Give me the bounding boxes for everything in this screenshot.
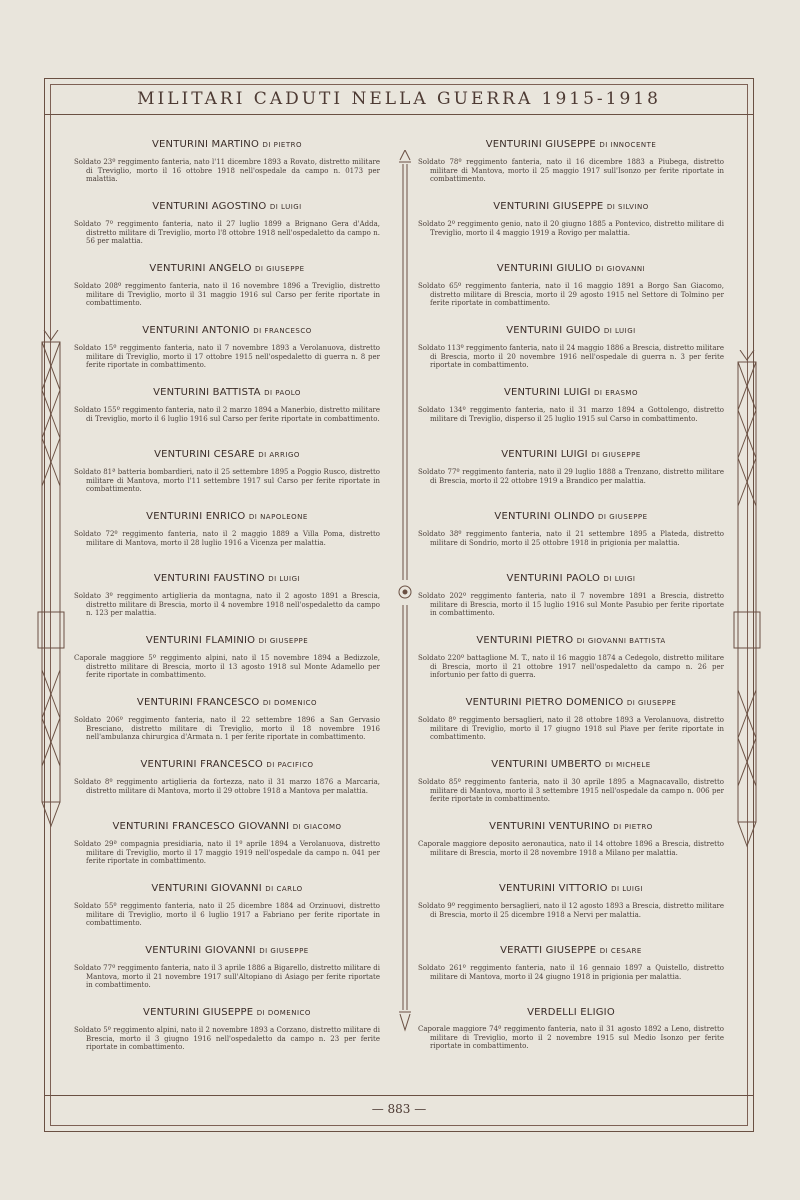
entry-name (74, 882, 380, 896)
entry-description: Soldato 113º reggimento fanteria, nato il 24 maggio 1886 a Brescia, distretto militare di Brescia, morto il 20 novembre 1916 nell'ospedale di guerra n. 3 per ferite riportate in combattimento. (418, 344, 724, 370)
entry-description: Soldato 77º reggimento fanteria, nato il 29 luglio 1888 a Trenzano, distretto militare di Brescia, morto il 22 ottobre 1919 a Brandico per malattia. (418, 468, 724, 485)
entry-name (418, 200, 724, 214)
entry-surname: VENTURINI UMBERTO (491, 759, 602, 770)
left-column-ornament-icon (36, 330, 66, 834)
entry-description: Soldato 15º reggimento fanteria, nato il 7 novembre 1893 a Verolanuova, distretto militare di Treviglio, morto il 17 ottobre 1915 nell'ospedaletto di guerra n. 8 per ferite riportate in combattimento. (74, 344, 380, 370)
entry-description: Soldato 8º reggimento artiglieria da fortezza, nato il 31 marzo 1876 a Marcaria, distretto militare di Mantova, morto il 29 ottobre 1918 a Mantova per malattia. (74, 778, 380, 795)
entry-name (74, 572, 380, 586)
entry-parent: DI LUIGI (603, 327, 636, 335)
entry-name (74, 944, 380, 958)
entry-surname: VENTURINI FRANCESCO GIOVANNI (112, 821, 290, 832)
entry-name (418, 386, 724, 400)
entry-surname: VENTURINI FRANCESCO (140, 759, 264, 770)
entry-surname: VENTURINI GIULIO (496, 263, 593, 274)
entry-parent: DI CARLO (265, 885, 303, 893)
casualty-entry (418, 448, 724, 510)
entry-parent: DI GIUSEPPE (591, 451, 641, 459)
entry-parent: DI GIACOMO (292, 823, 342, 831)
entry-surname: VENTURINI VITTORIO (499, 883, 608, 894)
casualty-entry (418, 820, 724, 882)
entry-parent: DI PACIFICO (266, 761, 314, 769)
bottom-rule (44, 1095, 754, 1096)
entry-parent: DI GIOVANNI BATTISTA (576, 637, 666, 645)
entry-parent: DI PAOLO (264, 389, 301, 397)
casualty-entry (418, 944, 724, 1006)
entry-name (418, 1006, 724, 1019)
entry-description: Soldato 9º reggimento bersaglieri, nato il 12 agosto 1893 a Brescia, distretto militare di Brescia, morto il 25 dicembre 1918 a Nervi per malattia. (418, 902, 724, 919)
entry-surname: VENTURINI ENRICO (146, 511, 246, 522)
entry-name (74, 758, 380, 772)
entry-parent: DI MICHELE (605, 761, 651, 769)
entry-description: Soldato 72º reggimento fanteria, nato il 2 maggio 1889 a Villa Poma, distretto militare di Mantova, morto il 28 luglio 1916 a Vicenza per malattia. (74, 530, 380, 547)
entry-name (74, 324, 380, 338)
entry-surname: VENTURINI GIOVANNI (145, 945, 256, 956)
entry-surname: VENTURINI PAOLO (506, 573, 601, 584)
page-title: MILITARI CADUTI NELLA GUERRA 1915-1918 (137, 89, 661, 109)
casualty-entry (74, 634, 380, 696)
casualty-entry (418, 696, 724, 758)
entry-parent: DI GIUSEPPE (259, 947, 309, 955)
entry-description: Soldato 8º reggimento bersaglieri, nato il 28 ottobre 1893 a Verolanuova, distretto militare di Treviglio, morto il 17 giugno 1918 sul Piave per ferite riportate in combattimento. (418, 716, 724, 742)
entry-surname: VENTURINI MARTINO (151, 139, 260, 150)
entry-surname: VENTURINI PIETRO (476, 635, 574, 646)
entry-name (74, 262, 380, 276)
entry-surname: VENTURINI GIUSEPPE (493, 201, 604, 212)
entry-name (74, 696, 380, 710)
entry-name (418, 758, 724, 772)
entry-parent: DI LUIGI (269, 203, 302, 211)
casualty-entry (74, 696, 380, 758)
entry-description: Soldato 77º reggimento fanteria, nato il 3 aprile 1886 a Bigarello, distretto militare di Mantova, morto il 21 novembre 1917 sull'Altopiano di Asiago per ferite riportate in combattimento. (74, 964, 380, 990)
casualty-entry (418, 882, 724, 944)
entry-name (74, 634, 380, 648)
entry-description: Soldato 206º reggimento fanteria, nato il 22 settembre 1896 a San Gervasio Bresciano, distretto militare di Treviglio, morto il 18 novembre 1916 nell'ambulanza chirurgica d'Armata n. 1 per ferite riportate in combattimento. (74, 716, 380, 742)
entry-description: Soldato 208º reggimento fanteria, nato il 16 novembre 1896 a Treviglio, distretto militare di Treviglio, morto il 31 maggio 1916 sul Carso per ferite riportate in combattimento. (74, 282, 380, 308)
entry-parent: DI PIETRO (262, 141, 302, 149)
casualty-entry (74, 510, 380, 572)
left-column (74, 138, 380, 1068)
entry-name (418, 262, 724, 276)
entry-name (74, 200, 380, 214)
casualty-entry (74, 138, 380, 200)
entry-surname: VENTURINI AGOSTINO (152, 201, 267, 212)
entry-surname: VENTURINI OLINDO (494, 511, 595, 522)
entry-name (418, 572, 724, 586)
entry-description: Soldato 23º reggimento fanteria, nato l'11 dicembre 1893 a Rovato, distretto militare di Treviglio, morto il 16 ottobre 1918 nell'ospedale da campo n. 0173 per malattia. (74, 158, 380, 184)
entry-parent: DI CESARE (599, 947, 642, 955)
casualty-entry (418, 324, 724, 386)
entry-name (74, 138, 380, 152)
entry-parent: DI LUIGI (268, 575, 301, 583)
right-column (418, 138, 724, 1068)
casualty-entry (418, 262, 724, 324)
entry-description: Soldato 7º reggimento fanteria, nato il 27 luglio 1899 a Brignano Gera d'Adda, distretto militare di Treviglio, morto l'8 ottobre 1918 nell'ospedaletto da campo n. 56 per malattia. (74, 220, 380, 246)
casualty-entry (74, 1006, 380, 1068)
entry-surname: VENTURINI PIETRO DOMENICO (465, 697, 624, 708)
entry-name (418, 696, 724, 710)
entry-description: Soldato 2º reggimento genio, nato il 20 giugno 1885 a Pontevico, distretto militare di Treviglio, morto il 4 maggio 1919 a Rovigo per malattia. (418, 220, 724, 237)
entry-parent: DI LUIGI (603, 575, 636, 583)
casualty-entry (74, 758, 380, 820)
entry-name (74, 448, 380, 462)
entry-description: Soldato 81ª batteria bombardieri, nato il 25 settembre 1895 a Poggio Rusco, distretto militare di Mantova, morto l'11 settembre 1917 sul Carso per ferite riportate in combattimento. (74, 468, 380, 494)
entry-description: Soldato 85º reggimento fanteria, nato il 30 aprile 1895 a Magnacavallo, distretto militare di Mantova, morto il 3 settembre 1915 nell'ospedale da campo n. 006 per ferite riportate in combattimento. (418, 778, 724, 804)
entry-name (74, 820, 380, 834)
entry-description: Soldato 29ª compagnia presidiaria, nato il 1º aprile 1894 a Verolanuova, distretto militare di Treviglio, morto il 17 maggio 1919 nell'ospedale da campo n. 041 per ferite riportate in combattimento. (74, 840, 380, 866)
entry-name (418, 820, 724, 834)
page-number: — 883 — (371, 1102, 427, 1116)
entry-description: Caporale maggiore 5º reggimento alpini, nato il 15 novembre 1894 a Bedizzole, distretto militare di Brescia, morto il 13 agosto 1918 sul Monte Adamello per ferite riportate in combattimento. (74, 654, 380, 680)
entry-parent: DI NAPOLEONE (248, 513, 308, 521)
entry-surname: VENTURINI LUIGI (504, 387, 591, 398)
entry-parent: DI GIUSEPPE (258, 637, 309, 645)
entry-name (418, 324, 724, 338)
entry-description: Soldato 38º reggimento fanteria, nato il 21 settembre 1895 a Plateda, distretto militare di Sondrio, morto il 25 ottobre 1918 in prigionia per malattia. (418, 530, 724, 547)
entry-parent: DI ARRIGO (258, 451, 300, 459)
entry-surname: VENTURINI LUIGI (501, 449, 588, 460)
casualty-entry (74, 572, 380, 634)
entry-description: Soldato 55º reggimento fanteria, nato il 25 dicembre 1884 ad Orzinuovi, distretto militare di Treviglio, morto il 6 luglio 1917 a Fabriano per ferite riportate in combattimento. (74, 902, 380, 928)
entry-surname: VENTURINI GIOVANNI (151, 883, 262, 894)
entry-description: Soldato 78º reggimento fanteria, nato il 16 dicembre 1883 a Piubega, distretto militare di Mantova, morto il 25 maggio 1917 sull'Isonzo per ferite riportate in combattimento. (418, 158, 724, 184)
entry-surname: VENTURINI CESARE (154, 449, 255, 460)
entry-name (418, 138, 724, 152)
entry-parent: DI GIOVANNI (595, 265, 646, 273)
casualty-entry (418, 138, 724, 200)
entry-name (418, 944, 724, 958)
entry-surname: VENTURINI FRANCESCO (136, 697, 260, 708)
entry-description: Soldato 3º reggimento artiglieria da montagna, nato il 2 agosto 1891 a Brescia, distretto militare di Brescia, morto il 4 novembre 1918 nell'ospedaletto da campo n. 123 per malattia. (74, 592, 380, 618)
entry-parent: DI GIUSEPPE (255, 265, 305, 273)
central-pillar-icon (398, 150, 412, 1035)
entry-surname: VENTURINI BATTISTA (153, 387, 261, 398)
casualty-entry (418, 386, 724, 448)
entry-parent: DI DOMENICO (256, 1009, 311, 1017)
entry-surname: VENTURINI VENTURINO (489, 821, 610, 832)
casualty-entry (74, 324, 380, 386)
entry-description: Soldato 5º reggimento alpini, nato il 2 novembre 1893 a Corzano, distretto militare di Brescia, morto il 3 giugno 1916 nell'ospedaletto da campo n. 23 per ferite riportate in combattimento. (74, 1026, 380, 1052)
casualty-entry (418, 1006, 724, 1068)
entry-surname: VENTURINI GIUSEPPE (485, 139, 596, 150)
entry-description: Soldato 202º reggimento fanteria, nato il 7 novembre 1891 a Brescia, distretto militare di Brescia, morto il 15 luglio 1916 sul Monte Pasubio per ferite riportate in combattimento. (418, 592, 724, 618)
casualty-entry (74, 386, 380, 448)
entry-surname: VENTURINI GIUSEPPE (143, 1007, 254, 1018)
entry-name (418, 510, 724, 524)
entry-surname: VENTURINI FAUSTINO (153, 573, 265, 584)
casualty-entry (74, 820, 380, 882)
entry-name (74, 386, 380, 400)
entry-surname: VERDELLI ELIGIO (527, 1007, 615, 1018)
casualty-entry (74, 262, 380, 324)
casualty-entry (418, 758, 724, 820)
casualty-entry (74, 448, 380, 510)
casualty-entry (74, 944, 380, 1006)
entry-surname: VENTURINI ANGELO (149, 263, 252, 274)
entry-parent: DI DOMENICO (262, 699, 318, 707)
entry-surname: VENTURINI ANTONIO (142, 325, 250, 336)
casualty-entry (418, 200, 724, 262)
entry-parent: DI GIUSEPPE (598, 513, 648, 521)
entry-surname: VENTURINI FLAMINIO (145, 635, 256, 646)
casualty-entry (418, 572, 724, 634)
entry-parent: DI FRANCESCO (253, 327, 312, 335)
casualty-entry (418, 634, 724, 696)
entry-description: Soldato 155º reggimento fanteria, nato il 2 marzo 1894 a Manerbio, distretto militare di Treviglio, morto il 6 luglio 1916 sul Carso per ferite riportate in combattimento. (74, 406, 380, 423)
entry-parent: DI PIETRO (613, 823, 653, 831)
entry-name (418, 634, 724, 648)
entry-description: Caporale maggiore deposito aeronautica, nato il 14 ottobre 1896 a Brescia, distretto militare di Brescia, morto il 28 novembre 1918 a Milano per malattia. (418, 840, 724, 857)
entry-parent: DI INNOCENTE (599, 141, 657, 149)
entry-name (74, 510, 380, 524)
entry-parent: DI LUIGI (611, 885, 643, 893)
entry-description: Soldato 134º reggimento fanteria, nato il 31 marzo 1894 a Gottolengo, distretto militare di Treviglio, disperso il 25 luglio 1915 sul Carso in combattimento. (418, 406, 724, 423)
entry-parent: DI SILVINO (606, 203, 649, 211)
entry-name (74, 1006, 380, 1020)
entry-name (418, 882, 724, 896)
entry-parent: DI ERASMO (594, 389, 638, 397)
entry-surname: VENTURINI GUIDO (506, 325, 601, 336)
entry-description: Soldato 261º reggimento fanteria, nato il 16 gennaio 1897 a Quistello, distretto militare di Mantova, morto il 24 giugno 1918 in prigionia per malattia. (418, 964, 724, 981)
entry-surname: VERATTI GIUSEPPE (500, 945, 597, 956)
right-column-ornament-icon (732, 350, 762, 854)
entry-name (418, 448, 724, 462)
entry-description: Caporale maggiore 74º reggimento fanteria, nato il 31 agosto 1892 a Leno, distretto militare di Treviglio, morto il 2 novembre 1915 sul Medio Isonzo per ferite riportate in combattimento. (418, 1025, 724, 1051)
title-rule (44, 114, 754, 115)
casualty-entry (74, 200, 380, 262)
casualty-entry (74, 882, 380, 944)
entry-description: Soldato 65º reggimento fanteria, nato il 16 maggio 1891 a Borgo San Giacomo, distretto militare di Brescia, morto il 29 agosto 1915 nel Settore di Tolmino per ferite riportate in combattimento. (418, 282, 724, 308)
casualty-entry (418, 510, 724, 572)
entry-description: Soldato 220º battaglione M. T., nato il 16 maggio 1874 a Cedegolo, distretto militare di Brescia, morto il 21 ottobre 1917 nell'ospedaletto da campo n. 26 per infortunio per fatto di guerra. (418, 654, 724, 680)
entry-parent: DI GIUSEPPE (626, 699, 677, 707)
